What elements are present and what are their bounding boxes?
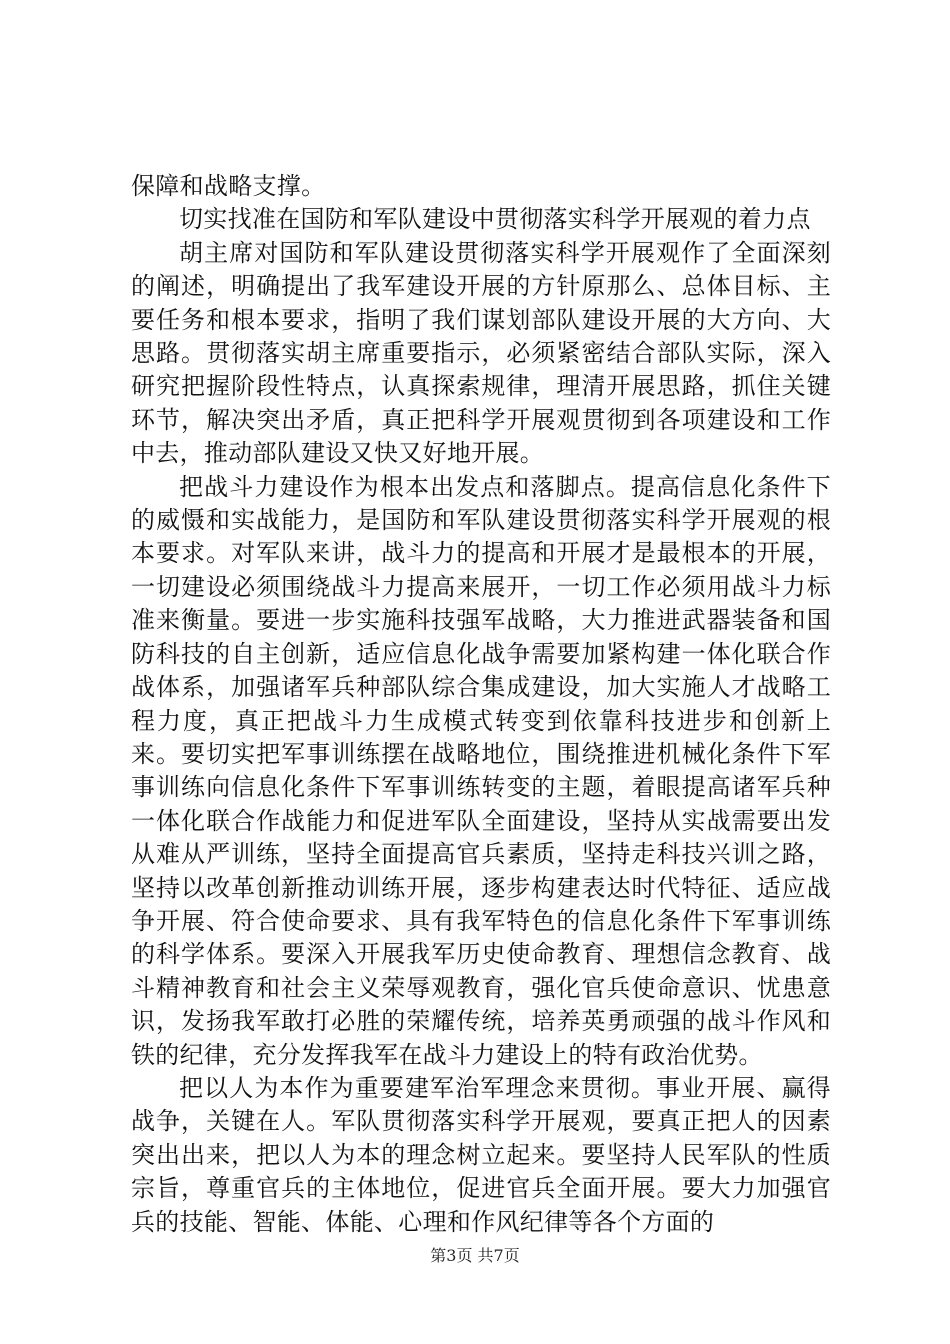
document-body xyxy=(131,170,831,1239)
paragraph-4: 把以人为本作为重要建军治军理念来贯彻。事业开展、赢得战争，关键在人。军队贯彻落实科学开展观，要真正把人的因素突出出来，把以人为本的理念树立起来。要坚持人民军队的性质宗旨，尊重官兵的主体地位，促进官兵全面开展。要大力加强官兵的技能、智能、体能、心理和作风纪律等各个方面的 xyxy=(131,1073,831,1236)
section-heading: 切实找准在国防和军队建设中贯彻落实科学开展观的着力点 xyxy=(179,205,811,234)
page-footer: 第3页 共7页 xyxy=(430,1246,520,1265)
paragraph-2: 胡主席对国防和军队建设贯彻落实科学开展观作了全面深刻的阐述，明确提出了我军建设开展的方针原那么、总体目标、主要任务和根本要求，指明了我们谋划部队建设开展的大方向、大思路。贯彻落实胡主席重要指示，必须紧密结合部队实际，深入研究把握阶段性特点，认真探索规律，理清开展思路，抓住关键环节，解决突出矛盾，真正把科学开展观贯彻到各项建设和工作中去，推动部队建设又快又好地开展。 xyxy=(131,238,831,468)
paragraph-1: 保障和战略支撑。 xyxy=(131,172,326,200)
paragraph-3: 把战斗力建设作为根本出发点和落脚点。提高信息化条件下的威慑和实战能力，是国防和军队建设贯彻落实科学开展观的根本要求。对军队来讲，战斗力的提高和开展才是最根本的开展，一切建设必须围绕战斗力提高来展开，一切工作必须用战斗力标准来衡量。要进一步实施科技强军战略，大力推进武器装备和国防科技的自主创新，适应信息化战争需要加紧构建一体化联合作战体系，加强诸军兵种部队综合集成建设，加大实施人才战略工程力度，真正把战斗力生成模式转变到依靠科技进步和创新上来。要切实把军事训练摆在战略地位，围绕推进机械化条件下军事训练向信息化条件下军事训练转变的主题，着眼提高诸军兵种一体化联合作战能力和促进军队全面建设，坚持从实战需要出发从难从严训练，坚持全面提高官兵素质，坚持走科技兴训之路，坚持以改革创新推动训练开展，逐步构建表达时代特征、适应战争开展、符合使命要求、具有我军特色的信息化条件下军事训练的科学体系。要深入开展我军历史使命教育、理想信念教育、战斗精神教育和社会主义荣辱观教育，强化官兵使命意识、忧患意识，发扬我军敢打必胜的荣耀传统，培养英勇顽强的战斗作风和铁的纪律，充分发挥我军在战斗力建设上的特有政治优势。 xyxy=(131,472,831,1069)
